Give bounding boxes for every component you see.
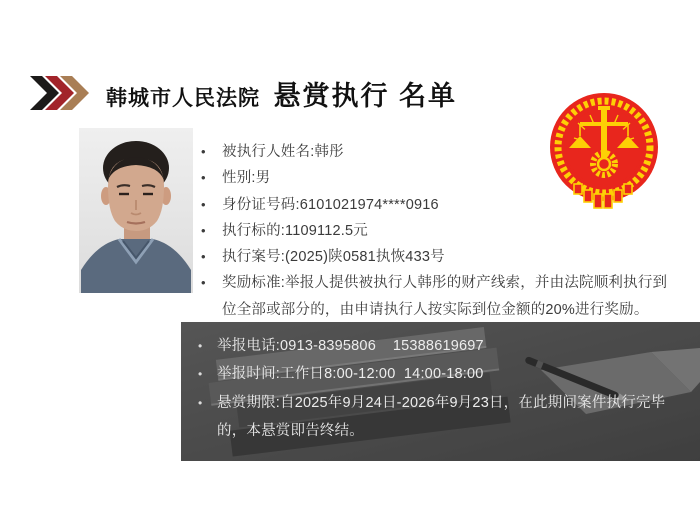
- list-item: • 悬赏期限:自2025年9月24日-2026年9月23日，在此期间案件执行完毕的，本悬赏即告终结。: [197, 389, 692, 446]
- details-list: [197, 139, 675, 323]
- page-title: 悬赏执行 名单: [273, 80, 457, 111]
- triple-chevron-icon: [30, 76, 92, 110]
- list-item: • 被执行人姓名:韩彤: [197, 139, 675, 165]
- header-bar: [30, 74, 457, 112]
- list-item: • 举报时间:工作日8:00-12:00 14:00-18:00: [197, 360, 692, 388]
- court-name: 韩城市人民法院: [106, 86, 260, 110]
- notice-panel: [181, 322, 700, 461]
- notice-list: [181, 322, 700, 445]
- list-item: • 身份证号码:6101021974****0916: [197, 192, 675, 218]
- list-item: • 奖励标准:举报人提供被执行人韩彤的财产线索，并由法院顺利执行到位全部或部分的，由申请执行人按实际到位金额的20%进行奖励。: [197, 270, 675, 323]
- list-item: • 执行案号:(2025)陕0581执恢433号: [197, 244, 675, 270]
- list-item: • 执行标的:1109112.5元: [197, 218, 675, 244]
- person-photo: [79, 128, 193, 293]
- header-titles: [106, 74, 457, 113]
- list-item: • 性别:男: [197, 165, 675, 191]
- list-item: • 举报电话:0913-8395806 15388619697: [197, 332, 692, 360]
